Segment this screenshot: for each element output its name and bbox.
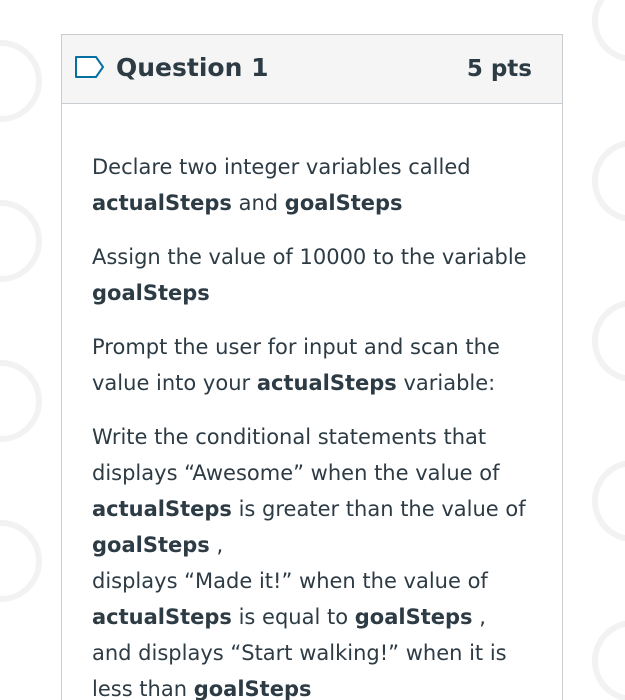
text-span: and [231, 191, 285, 215]
bookmark-flag-icon[interactable] [74, 55, 106, 79]
background-decoration [592, 140, 625, 222]
instruction-paragraph-4 [92, 419, 532, 700]
variable-name: actualSteps [92, 497, 232, 521]
text-span: , [209, 533, 224, 557]
variable-name: actualSteps [92, 191, 232, 215]
text-span: displays “Made it!” when the value of [92, 569, 488, 593]
variable-name: actualSteps [256, 371, 397, 395]
variable-name: actualSteps [92, 605, 232, 629]
question-title: Question 1 [116, 53, 269, 82]
background-decoration [0, 360, 42, 442]
question-header [62, 35, 562, 104]
variable-name: goalSteps [284, 191, 403, 215]
background-decoration [592, 0, 625, 62]
text-span: is greater than the value of [231, 497, 526, 521]
instruction-paragraph-2 [92, 239, 532, 311]
background-decoration [0, 200, 42, 282]
text-span: , [472, 605, 486, 629]
variable-name: goalSteps [193, 677, 312, 700]
background-decoration [592, 300, 625, 382]
question-text [62, 104, 562, 700]
text-span: variable: [396, 371, 496, 395]
text-span: Write the conditional statements that displays “Awesome” when the value of [92, 425, 500, 485]
text-span: Assign the value of 10000 to the variable [92, 245, 527, 269]
instruction-paragraph-3 [92, 329, 532, 401]
text-span: Prompt the user for input and scan the value into your [92, 335, 500, 395]
instruction-paragraph-1 [92, 149, 532, 221]
text-span: Declare two integer variables called [92, 155, 471, 179]
variable-name: goalSteps [92, 281, 210, 305]
text-span: and displays “Start walking!” when it is less than [92, 641, 507, 700]
background-decoration [0, 520, 42, 602]
background-decoration [592, 460, 625, 542]
question-points: 5 pts [466, 56, 532, 82]
background-decoration [592, 620, 625, 700]
text-span: is equal to [231, 605, 355, 629]
background-decoration [0, 40, 42, 122]
variable-name: goalSteps [354, 605, 473, 629]
variable-name: goalSteps [92, 533, 210, 557]
question-card [61, 34, 563, 700]
